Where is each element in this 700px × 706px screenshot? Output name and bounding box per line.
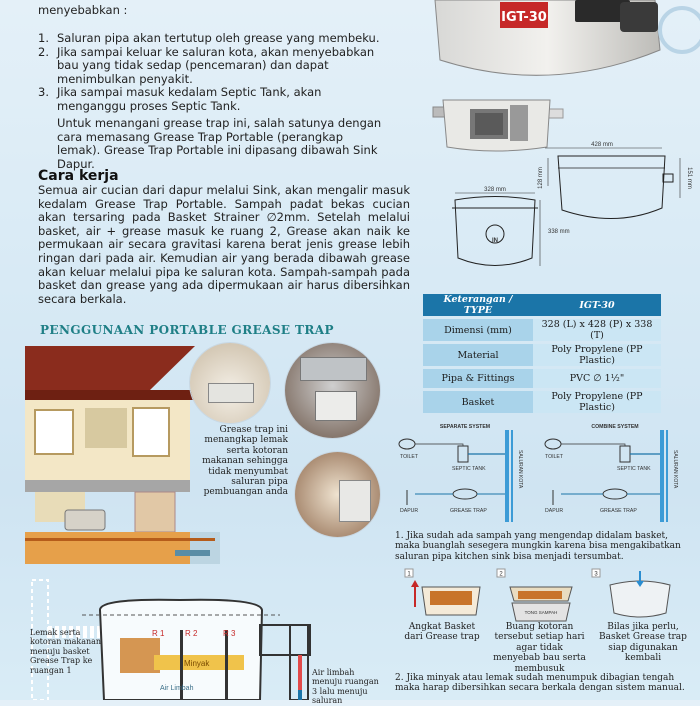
svg-text:1: 1 xyxy=(407,571,411,578)
maintenance-note-2: 2. Jika minyak atau lemak sudah menumpuk dibagian tengah maka harap dibersihkan secara berkala dengan sistem manual. xyxy=(395,673,685,694)
svg-text:R 2: R 2 xyxy=(185,629,198,638)
svg-text:SEPTIC TANK: SEPTIC TANK xyxy=(617,466,651,472)
table-row: Material Poly Propylene (PP Plastic) xyxy=(423,344,661,366)
trap-under-sink xyxy=(208,383,254,403)
product-label: IGT-30 xyxy=(501,10,547,25)
svg-text:GREASE TRAP: GREASE TRAP xyxy=(600,508,637,514)
svg-text:TONG SAMPAH: TONG SAMPAH xyxy=(524,610,558,615)
penggunaan-heading: PENGGUNAAN PORTABLE GREASE TRAP xyxy=(40,323,334,337)
dimension-drawing xyxy=(440,138,695,288)
svg-text:Air Limbah: Air Limbah xyxy=(160,685,194,692)
trap-left-note: Lemak serta kotoran makanan menuju basket Grease Trap ke ruangan 1 xyxy=(30,628,102,675)
svg-text:151 mm: 151 mm xyxy=(686,167,692,189)
svg-text:IN: IN xyxy=(492,238,498,244)
maintenance-note-1: 1. Jika sudah ada sampah yang mengendap didalam basket, maka buanglah sesegera mungkin karena bisa mengakibatkan saluran pipa kitchen sink bisa menjadi tersumbat. xyxy=(395,531,681,562)
cabinet-photo xyxy=(295,452,380,537)
list-item: 2. Jika sampai keluar ke saluran kota, akan menyebabkan bau yang tidak sedap (pencemaran) dan dapat menimbulkan penyakit. xyxy=(38,44,375,86)
svg-text:SEPARATE SYSTEM: SEPARATE SYSTEM xyxy=(439,424,491,430)
svg-text:338 mm: 338 mm xyxy=(548,229,570,235)
trap-right-note: Air limbah menuju ruangan 3 lalu menuju saluran xyxy=(312,668,379,706)
table-row: Basket Poly Propylene (PP Plastic) xyxy=(423,391,661,413)
svg-text:DAPUR: DAPUR xyxy=(545,508,564,514)
svg-text:R 1: R 1 xyxy=(152,629,165,638)
table-row: Pipa & Fittings PVC ∅ 1½" xyxy=(423,369,661,388)
spec-table-header: Keterangan / TYPE IGT-30 xyxy=(423,294,661,316)
solution-paragraph: Untuk menangani grease trap ini, salah satunya dengan cara memasang Grease Trap Portable (perangkap lemak). Grease Trap Portable ini dipasang dibawah Sink Dapur. xyxy=(57,116,382,171)
svg-text:128 mm: 128 mm xyxy=(538,167,544,189)
grease-trap-product-photo xyxy=(420,0,700,95)
list-item: 1. Saluran pipa akan tertutup oleh grease yang membeku. xyxy=(38,31,380,45)
svg-text:428 mm: 428 mm xyxy=(591,142,613,148)
svg-text:SALURAN KOTA: SALURAN KOTA xyxy=(517,450,523,489)
spec-table xyxy=(423,291,661,416)
svg-text:3: 3 xyxy=(594,571,598,578)
cara-kerja-paragraph: Semua air cucian dari dapur melalui Sink, akan mengalir masuk kedalam Grease Trap Portable. Sampah padat bekas cucian akan tersaring pada Basket Strainer ∅2mm. Setelah melalui basket, air + grease masuk ke ruang 2, Grease akan naik ke permukaan air secara gravitasi karena berat jenis grease lebih ringan dari pada air. Kemudian air yang berada dibawah grease akan keluar melalui pipa ke saluran kota. Sampah-sampah pada basket dan grease yang ada dipermukaan air harus dibersihkan secara berkala. xyxy=(38,183,410,306)
svg-text:TOILET: TOILET xyxy=(400,454,419,460)
list-item: 3. Jika sampai masuk kedalam Septic Tank, akan menganggu proses Septic Tank. xyxy=(38,85,322,113)
sink-photo xyxy=(190,343,270,423)
problem-list xyxy=(38,32,388,114)
cara-kerja-heading: Cara kerja xyxy=(38,168,119,184)
house-caption: Grease trap ini menangkap lemak serta kotoran makanan sehingga tidak menyumbat saluran pipa pembuangan anda xyxy=(202,425,288,498)
svg-text:SEPTIC TANK: SEPTIC TANK xyxy=(452,466,486,472)
svg-text:Minyak: Minyak xyxy=(184,659,210,668)
svg-text:328 mm: 328 mm xyxy=(484,187,506,193)
step-caption: Bilas jika perlu, Basket Grease trap siap digunakan kembali xyxy=(599,622,687,664)
svg-text:GREASE TRAP: GREASE TRAP xyxy=(450,508,487,514)
svg-text:SALURAN KOTA: SALURAN KOTA xyxy=(672,450,678,489)
table-row: Dimensi (mm) 328 (L) x 428 (P) x 338 (T) xyxy=(423,319,661,341)
svg-text:R 3: R 3 xyxy=(223,629,236,638)
cleaning-steps-illustration xyxy=(400,567,695,625)
intro-tail: menyebabkan : xyxy=(38,3,128,17)
system-diagram xyxy=(395,420,700,522)
svg-text:2: 2 xyxy=(499,571,503,578)
svg-text:DAPUR: DAPUR xyxy=(400,508,419,514)
svg-text:TOILET: TOILET xyxy=(545,454,564,460)
svg-text:COMBINE SYSTEM: COMBINE SYSTEM xyxy=(591,424,639,430)
step-caption: Angkat Basket dari Grease trap xyxy=(404,622,480,643)
step-caption: Buang kotoran tersebut setiap hari agar tidak menyebab bau serta membusuk xyxy=(493,622,586,674)
kitchen-sink-photo xyxy=(285,343,380,438)
